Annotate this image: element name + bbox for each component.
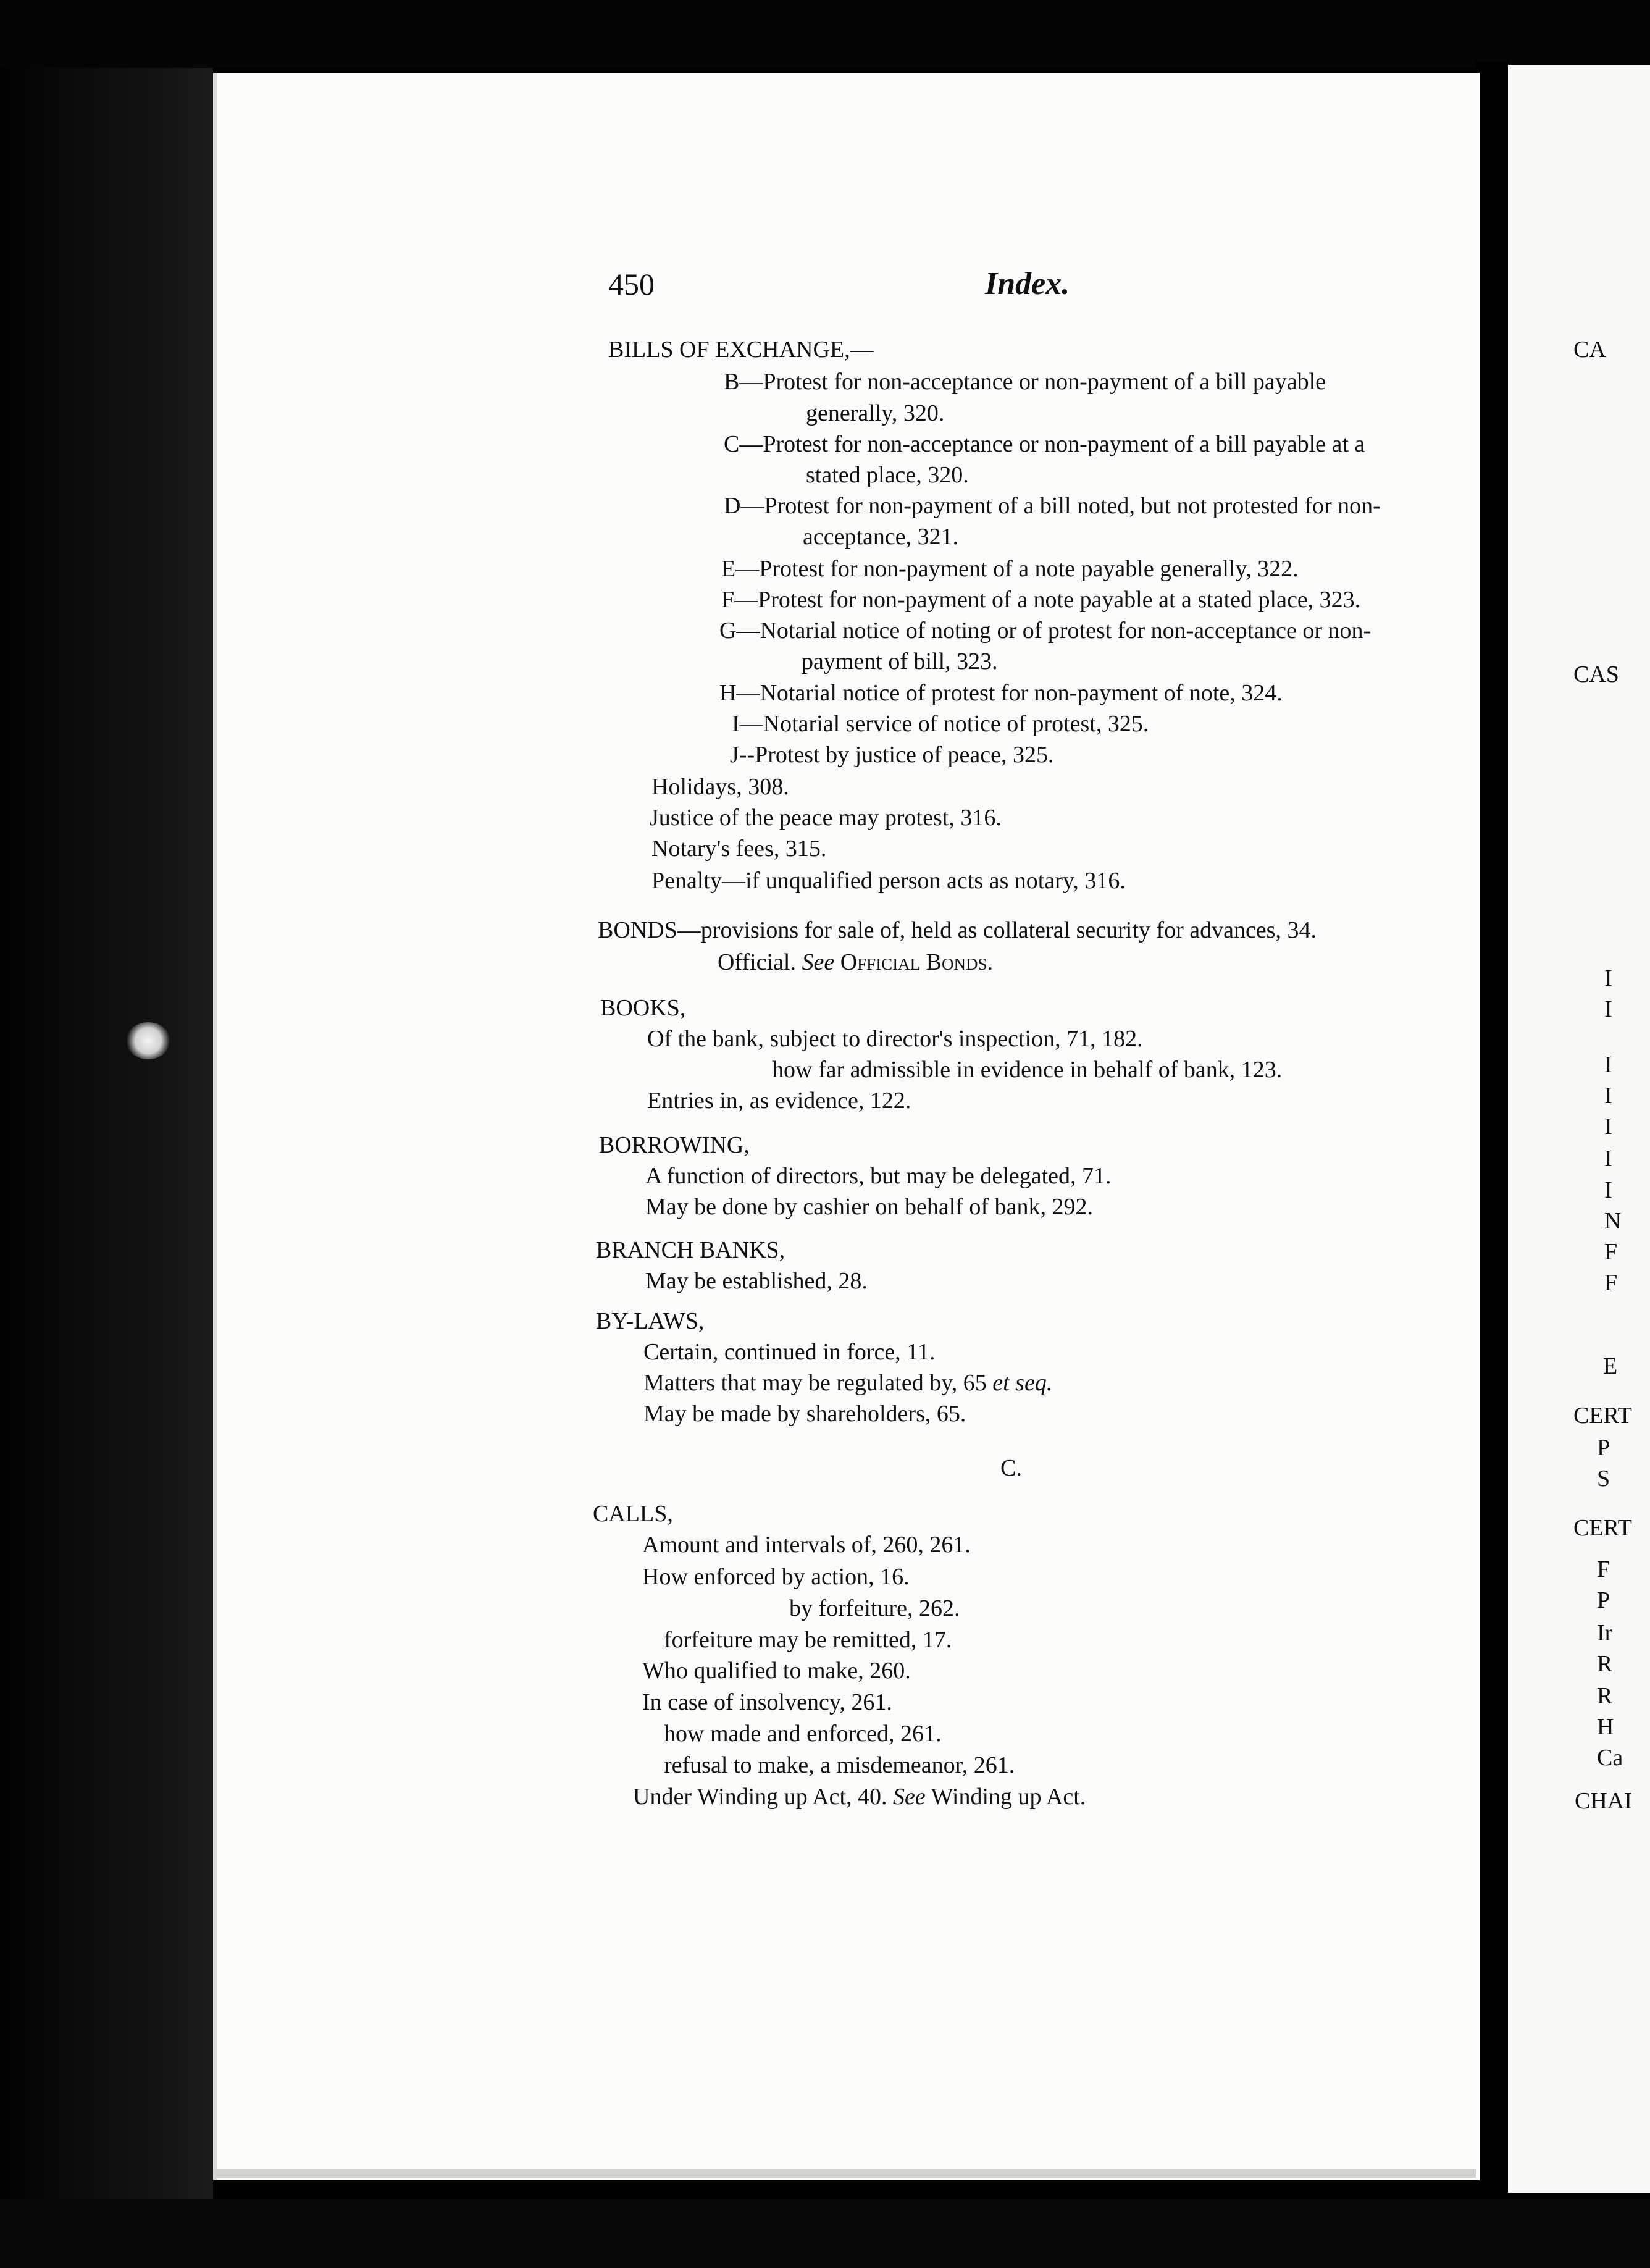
facing-page-fragment: I [1604,1083,1612,1109]
index-heading-bonds: BONDS—provisions for sale of, held as collateral security for advances, 34. [598,917,1317,943]
index-entry-cross-reference [633,1782,1086,1812]
facing-page-fragment: I [1604,1052,1612,1078]
index-entry: E—Protest for non-payment of a note payable generally, 322. [721,556,1299,582]
facing-page-fragment: Ir [1597,1620,1613,1646]
index-heading-borrowing: BORROWING, [599,1132,750,1158]
facing-page-fragment: R [1597,1683,1613,1709]
index-entry-sub: forfeiture may be remitted, 17. [664,1627,952,1653]
facing-page-fragment: N [1604,1208,1622,1234]
index-entry: C—Protest for non-acceptance or non-payment of a bill payable at a [724,431,1365,457]
entry-suffix: et seq. [992,1370,1053,1396]
facing-page-fragment: I [1604,1114,1612,1140]
index-entry-continuation: generally, 320. [806,400,945,426]
cross-reference-target: Winding up Act. [931,1784,1086,1810]
index-entry: B—Protest for non-acceptance or non-payment of a bill payable [724,369,1326,395]
facing-page-fragment: F [1604,1239,1618,1265]
index-entry [643,1368,1052,1398]
index-entry: Who qualified to make, 260. [642,1658,911,1684]
page-number: 450 [608,267,655,301]
facing-page-fragment: I [1604,1177,1612,1203]
entry-text: Under Winding up Act, 40. [633,1784,887,1810]
index-entry: Holidays, 308. [651,774,789,800]
see-reference: See [802,949,835,975]
index-heading-bills-of-exchange: BILLS OF EXCHANGE,— [608,337,874,363]
index-entry: Penalty—if unqualified person acts as notary, 316. [651,868,1126,894]
scan-border-top [0,0,1650,68]
index-heading-by-laws: BY-LAWS, [596,1308,705,1334]
scan-smudge [126,1022,170,1059]
index-entry: May be done by cashier on behalf of bank, 292. [645,1194,1093,1220]
cross-reference-target: Official Bonds. [840,949,994,975]
index-entry-sub: refusal to make, a misdemeanor, 261. [664,1752,1015,1778]
index-entry: J--Protest by justice of peace, 325. [730,742,1054,768]
index-heading-books: BOOKS, [600,995,686,1021]
facing-page-fragment: CHAI [1575,1788,1632,1814]
index-entry: A function of directors, but may be delegated, 71. [645,1163,1112,1189]
facing-page [1508,65,1650,2193]
index-entry: H—Notarial notice of protest for non-payment of note, 324. [719,680,1283,706]
index-entry-cross-reference [718,947,993,977]
facing-page-fragment: R [1597,1651,1613,1677]
facing-page-fragment: CA [1573,337,1606,363]
facing-page-fragment: CERT [1573,1403,1632,1429]
facing-page-fragment: I [1604,965,1612,991]
entry-text: Official. [718,949,796,975]
index-entry-sub: how far admissible in evidence in behalf of bank, 123. [772,1057,1283,1083]
index-entry: Amount and intervals of, 260, 261. [642,1532,971,1558]
index-heading-branch-banks: BRANCH BANKS, [596,1237,785,1263]
book-gutter [1476,62,1508,2199]
index-entry-continuation: payment of bill, 323. [802,649,998,674]
facing-page-fragment: P [1597,1587,1610,1613]
facing-page-fragment: P [1597,1435,1610,1461]
index-entry: Of the bank, subject to director's inspection, 71, 182. [647,1026,1143,1052]
facing-page-fragment: I [1604,996,1612,1022]
facing-page-fragment: F [1597,1556,1610,1582]
index-entry: Notary's fees, 315. [651,836,827,862]
index-entry: G—Notarial notice of noting or of protest for non-acceptance or non- [719,618,1372,644]
facing-page-fragment: CAS [1573,662,1619,687]
index-entry-sub: by forfeiture, 262. [789,1595,960,1621]
index-entry: In case of insolvency, 261. [642,1689,892,1715]
index-section-letter: C. [1000,1455,1022,1481]
running-head: Index. [985,266,1070,301]
see-reference: See [893,1784,926,1810]
facing-page-fragment: CERT [1573,1515,1632,1541]
scan-border-left [0,68,213,2199]
index-entry: F—Protest for non-payment of a note payable at a stated place, 323. [721,587,1361,613]
facing-page-fragment: I [1604,1146,1612,1172]
index-entry: I—Notarial service of notice of protest, 325. [732,711,1149,737]
index-entry-sub: how made and enforced, 261. [664,1721,942,1747]
entry-text: Matters that may be regulated by, 65 [643,1370,987,1396]
page-edge [213,2169,1476,2178]
index-entry: May be made by shareholders, 65. [643,1401,966,1427]
index-entry: Justice of the peace may protest, 316. [650,805,1002,831]
facing-page-fragment: F [1604,1270,1618,1296]
index-entry: How enforced by action, 16. [642,1564,910,1590]
facing-page-fragment: H [1597,1714,1614,1740]
index-heading-calls: CALLS, [593,1501,673,1527]
scan-border-bottom [0,2199,1650,2268]
index-entry: Certain, continued in force, 11. [643,1339,936,1365]
index-entry: D—Protest for non-payment of a bill noted, but not protested for non- [724,493,1381,519]
facing-page-fragment: Ca [1597,1745,1623,1771]
index-entry-continuation: acceptance, 321. [803,524,959,550]
facing-page-fragment: S [1597,1466,1610,1492]
index-entry: May be established, 28. [645,1268,868,1294]
index-entry: Entries in, as evidence, 122. [647,1088,911,1114]
index-entry-continuation: stated place, 320. [806,462,969,488]
facing-page-fragment: E [1603,1353,1618,1379]
